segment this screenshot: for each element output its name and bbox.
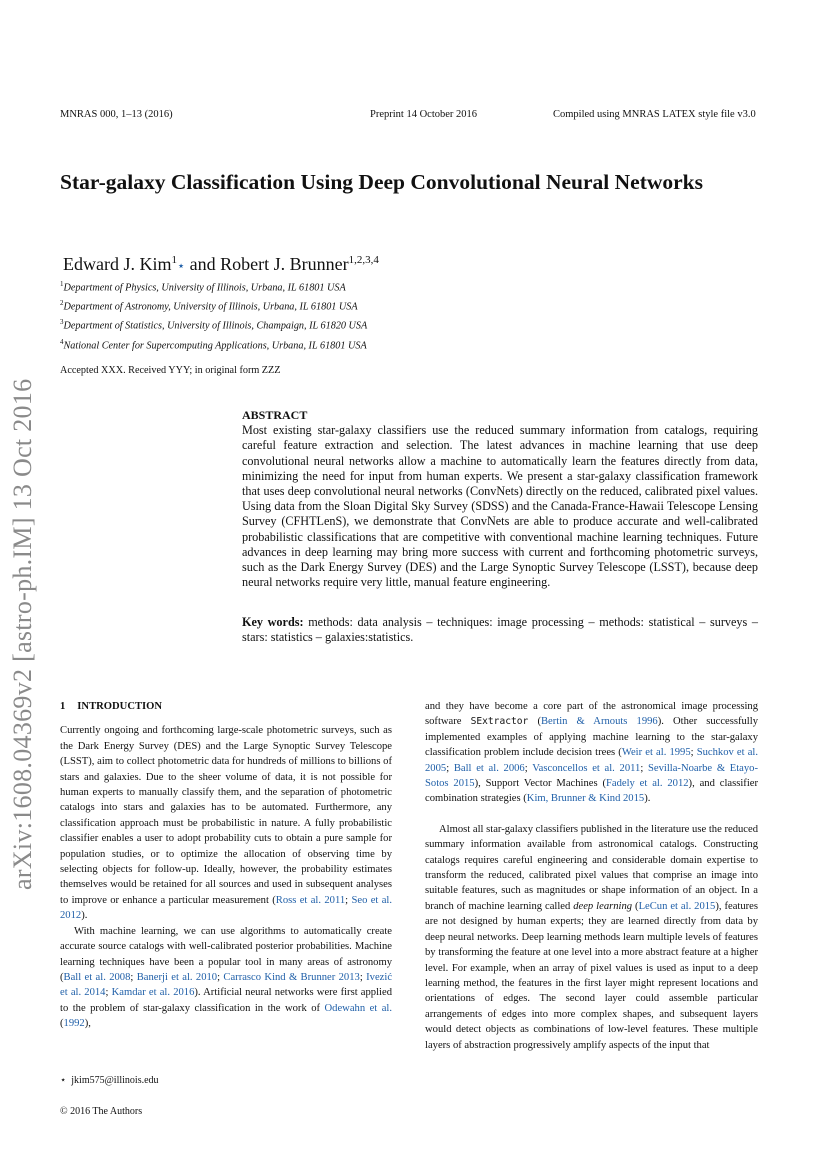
copyright-notice: © 2016 The Authors	[60, 1106, 143, 1117]
journal-reference: MNRAS 000, 1–13 (2016)	[60, 109, 173, 120]
intro-paragraph-2: With machine learning, we can use algorithms to automatically create accurate source catalogs with well-calibrated posterior probabilities. Machine learning techniques have been a popular tool in many areas of astronomy (Ball et al. 2008; Banerji et al. 2010; Carrasco Kind & Brunner 2013; Ivezić et al. 2014; Kamdar et al. 2016). Artificial neural networks were first applied to the problem of star-galaxy classification in the work of Odewahn et al. (1992),	[60, 925, 393, 1030]
citation-link[interactable]: Fadely et al. 2012	[605, 778, 689, 790]
abstract	[242, 408, 758, 590]
left-column	[60, 699, 392, 1032]
affiliation	[60, 315, 367, 334]
intro-paragraph-3: and they have become a core part of the astronomical image processing software SExtractor (Bertin & Arnouts 1996). Other successfully implemented examples of applying machine learning to the star-galaxy classification problem include decision trees (Weir et al. 1995; Suchkov et al. 2005; Ball et al. 2006; Vasconcellos et al. 2011; Sevilla-Noarbe & Etayo-Sotos 2015), Support Vector Machines (Fadely et al. 2012), and classifier combination strategies (Kim, Brunner & Kind 2015).	[425, 701, 759, 805]
software-name: SExtractor	[470, 716, 529, 728]
author-conjunction: and	[189, 254, 216, 274]
abstract-heading: ABSTRACT	[242, 408, 308, 422]
footnote-mark: ⋆	[60, 1075, 67, 1086]
accepted-line: Accepted XXX. Received YYY; in original form ZZZ	[60, 365, 281, 376]
affiliation-text: Department of Astronomy, University of Illinois, Urbana, IL 61801 USA	[63, 301, 358, 313]
citation-link[interactable]: LeCun et al. 2015	[638, 900, 716, 912]
affiliation-number: 2	[60, 299, 64, 308]
citation-link[interactable]: Kim, Brunner & Kind 2015	[526, 793, 645, 805]
affiliation-number: 3	[60, 318, 64, 327]
citation-link[interactable]: Banerji et al. 2010	[136, 971, 218, 983]
affiliation-number: 4	[60, 337, 64, 346]
affiliation	[60, 277, 367, 296]
citation-link[interactable]: Bertin & Arnouts 1996	[540, 716, 658, 728]
right-column	[425, 699, 758, 1053]
affiliation-marker[interactable]: 1	[171, 254, 177, 266]
affiliation	[60, 335, 367, 354]
citation-link[interactable]: Kamdar et al. 2016	[111, 987, 195, 999]
paper-title: Star-galaxy Classification Using Deep Convolutional Neural Networks	[60, 170, 704, 194]
affiliation-text: Department of Statistics, University of Illinois, Champaign, IL 61820 USA	[63, 320, 368, 332]
citation-link[interactable]: Carrasco Kind & Brunner 2013	[223, 971, 360, 983]
citation-link[interactable]: Weir et al. 1995	[621, 747, 691, 759]
section-heading	[60, 699, 392, 714]
affiliations	[60, 277, 367, 354]
affiliation	[60, 296, 367, 315]
intro-paragraph-1: Currently ongoing and forthcoming large-scale photometric surveys, such as the Dark Energy Survey (DES) and the Large Synoptic Survey Telescope (LSST), aim to collect photometric data for hundreds of millions to billions of stars and galaxies. Due to the sheer volume of data, it is not possible for human experts to manually classify them, and the separation of photometric catalogs into stars and galaxies has to be automated. Furthermore, any classification approach must be probabilistic in nature. A fully probabilistic classifier enables a user to adopt probability cuts to obtain a pure sample for population studies, or to optimize the allocation of observing time by selecting objects for follow-up. Ideally, however, the probability estimates themselves would be retained for all sources and used in subsequent analyses to improve or enhance a particular measurement (Ross et al. 2011; Seo et al. 2012).	[60, 725, 392, 922]
affiliation-number: 1	[60, 280, 64, 288]
citation-link[interactable]: Ross et al. 2011	[275, 894, 346, 906]
keywords-text: methods: data analysis – techniques: image processing – methods: statistical – surveys – stars: statistics – galaxies:statistics.	[242, 615, 759, 645]
affiliation-marker: 1,2,3,4	[348, 254, 379, 266]
citation-link[interactable]: Odewahn et al.	[324, 1002, 392, 1014]
author-line	[63, 254, 379, 275]
citation-link[interactable]: Vasconcellos et al. 2011	[532, 762, 641, 774]
corresponding-author-mark[interactable]: ⋆	[176, 258, 186, 273]
citation-link[interactable]: Seo et al. 2012	[60, 894, 392, 922]
citation-link[interactable]: Sevilla-Noarbe & Etayo-Sotos 2015	[425, 762, 759, 790]
intro-paragraph-4: Almost all star-galaxy classifiers published in the literature use the reduced summary information available from astronomical catalogs. Constructing catalogs requires careful engineering and considerable domain expertise to transform the reduced, calibrated pixel values that comprise an image into suitable features, such as magnitudes or shape information of an object. In a branch of machine learning called deep learning (LeCun et al. 2015), features are not designed by human experts; they are learned directly from data by deep neural networks. Deep learning methods learn multiple levels of features by transforming the feature at one level into a more abstract feature at a higher level. For example, when an array of pixel values is used as input to a deep learning method, the features in the first layer might represent locations and orientations of edges. The second layer could assemble particular arrangements of edges into more complex shapes, and subsequent layers would detect objects as combinations of low-level features. These multiple layers of abstraction progressively amplify aspects of the input that	[425, 823, 759, 1051]
citation-link[interactable]: Ivezić et al. 2014	[60, 971, 393, 999]
emphasis: deep learning	[573, 900, 633, 912]
citation-link[interactable]: Ball et al. 2006	[453, 762, 525, 774]
citation-link[interactable]: 1992	[63, 1018, 85, 1030]
preprint-date: Preprint 14 October 2016	[370, 109, 478, 120]
citation-link[interactable]: Suchkov et al. 2005	[425, 747, 758, 774]
abstract-text: Most existing star-galaxy classifiers use the reduced summary information from catalogs, requiring careful feature extraction and selection. The latest advances in machine learning that use deep convolutional neural networks allow a machine to automatically learn the features directly from data, minimizing the need for input from human experts. We present a star-galaxy classification framework that uses deep convolutional neural networks (ConvNets) directly on the reduced, calibrated pixel values. Using data from the Sloan Digital Sky Survey (SDSS) and the Canada-France-Hawaii Telescope Lensing Survey (CFHTLenS), we demonstrate that ConvNets are able to produce accurate and well-calibrated probabilistic classifications that are competitive with conventional machine learning techniques. Future advances in deep learning may bring more success with current and forthcoming photometric surveys, such as the Dark Energy Survey (DES) and the Large Synoptic Survey Telescope (LSST), because deep neural networks require very little, manual feature engineering.	[242, 423, 758, 590]
keywords-label: Key words:	[242, 615, 304, 629]
arxiv-stamp: arXiv:1608.04369v2 [astro-ph.IM] 13 Oct 2016	[8, 378, 37, 890]
footnote-email[interactable]: jkim575@illinois.edu	[71, 1075, 159, 1086]
section-number: 1	[60, 701, 66, 712]
keywords	[242, 615, 758, 645]
citation-link[interactable]: Ball et al. 2008	[63, 971, 131, 983]
footnote	[60, 1075, 159, 1086]
section-title: INTRODUCTION	[77, 701, 163, 712]
affiliation-text: National Center for Supercomputing Applications, Urbana, IL 61801 USA	[63, 339, 367, 351]
affiliation-text: Department of Physics, University of Illinois, Urbana, IL 61801 USA	[63, 282, 346, 294]
compiled-note: Compiled using MNRAS LATEX style file v3.0	[553, 109, 756, 120]
author-name: Edward J. Kim	[63, 254, 172, 274]
author-name: Robert J. Brunner	[220, 254, 349, 274]
